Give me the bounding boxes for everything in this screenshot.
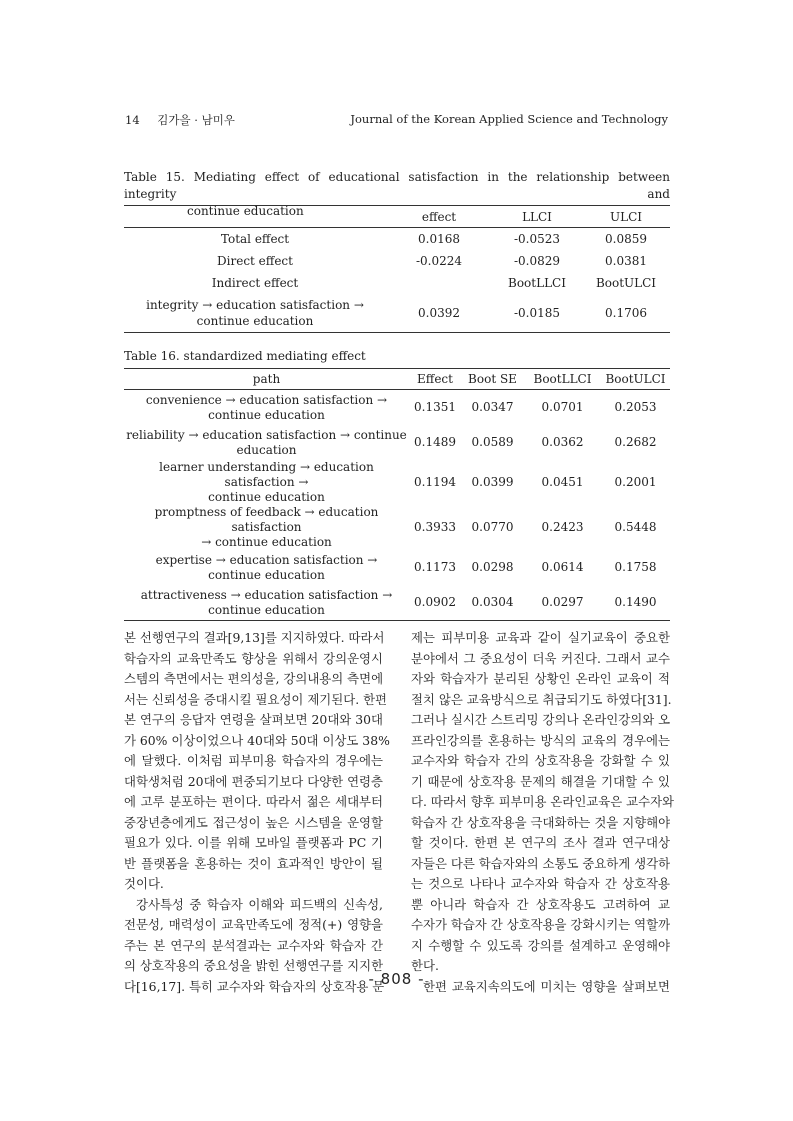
body-line: 대학생처럼 20대에 편중되기보다 다양한 연령층 [124,773,383,789]
cell-value [386,272,492,294]
body-line: 중장년층에게도 접근성이 높은 시스템을 운영할 [124,814,383,830]
row-label: Indirect effect [211,276,299,290]
path-line1: learner understanding → education satisfaction → [159,460,374,489]
body-line: 필요가 있다. 이를 위해 모바일 플랫폼과 PC 기 [124,835,383,850]
cell-value: 0.1490 [614,595,657,609]
running-header-left [125,112,249,128]
body-line: 것이다. [124,876,164,891]
path-cell [124,550,409,585]
body-line: 프라인강의를 혼용하는 방식의 교육의 경우에는 [411,732,670,748]
body-line: 지 수행할 수 있도록 강의를 설계하고 운영해야 [411,937,670,953]
cell-value: 0.5448 [614,520,657,534]
cell-value: 0.0902 [414,595,456,609]
table-row [124,585,670,621]
cell-value: 0.0362 [541,435,584,449]
table-row [124,425,670,460]
table-row [124,250,670,272]
body-line: 가 60% 이상이었으나 40대와 50대 이상도 38% [124,732,390,748]
table15-caption-line1: Table 15. Mediating effect of educational satisfaction in the relationship between integrity and [124,170,670,201]
cell-value: 0.1351 [414,400,456,414]
cell-value: 0.0399 [471,475,514,489]
table15-header-effect: effect [386,206,492,228]
body-line: 학습자의 교육만족도 향상을 위해서 강의운영시 [124,650,383,666]
table15-header-ulci: ULCI [582,206,670,228]
cell-value: -0.0523 [513,232,561,246]
header-page-number: 14 [125,113,140,127]
body-line: 한편 교육지속의도에 미치는 영향을 살펴보면 [423,978,670,994]
path-line2: continue education [208,490,325,504]
path-line1: expertise → education satisfaction → [155,552,378,567]
body-line: 기 때문에 상호작용 문제의 해결을 기대할 수 있 [411,773,670,789]
body-line: 절치 않은 교육방식으로 취급되기도 하였다[31]. [411,691,672,707]
cell-value: 0.1194 [414,475,456,489]
body-line: 그러나 실시간 스트리밍 강의나 온라인강의와 오 [411,712,671,727]
cell-value: 0.0298 [471,560,514,574]
body-line: 다[16,17]. 특히 교수자와 학습자의 상호작용 문 [124,978,385,994]
path-cell [124,585,409,621]
path-line2: continue education [208,602,325,617]
table15-header-blank [124,206,386,228]
row-label [124,294,386,333]
body-line: 전문성, 매력성이 교육만족도에 정적(+) 영향을 [124,917,383,932]
cell-value: 0.3933 [414,520,456,534]
table16 [124,368,670,621]
path-line2: continue education [208,407,325,422]
body-line: 자들은 다른 학습자와의 소통도 중요하게 생각하 [411,855,671,871]
path-line2: continue education [208,567,325,582]
body-column-right [411,628,675,997]
cell-value: 0.0859 [605,232,647,246]
cell-value: 0.2001 [614,475,657,489]
table-row [124,228,670,251]
body-line: 스템의 측면에서는 편의성을, 강의내용의 측면에 [124,671,384,686]
table15-caption-line2: continue education [187,204,304,218]
body-line: 다. 따라서 향후 피부미용 온라인교육은 교수자와 [411,794,675,809]
path-cell [124,505,409,550]
path-line1: attractiveness → education satisfaction → [140,587,393,602]
table16-header-bootulci: BootULCI [601,369,670,390]
table-row [124,294,670,333]
cell-value: 0.0304 [471,595,514,609]
row-label-line2: continue education [196,314,314,328]
table16-header-effect: Effect [409,369,461,390]
table16-header-row [124,369,670,390]
body-line: 학습자 간 상호작용을 극대화하는 것을 지향해야 [411,814,671,830]
cell-value: 0.0168 [418,232,460,246]
cell-value: BootULCI [595,276,657,290]
body-line: 에 달했다. 이처럼 피부미용 학습자의 경우에는 [124,753,383,768]
table-row [124,550,670,585]
path-cell [124,425,409,460]
path-cell [124,390,409,426]
body-line: 강사특성 중 학습자 이해와 피드백의 신속성, [136,896,383,912]
table-row [124,460,670,505]
cell-value: 0.0381 [605,254,647,268]
cell-value: 0.2682 [614,435,657,449]
table-row [124,272,670,294]
body-line: 서는 신뢰성을 증대시킬 필요성이 제기된다. 한편 [124,691,388,707]
path-line2: education [236,442,297,457]
table16-header-path: path [124,369,409,390]
body-line: 한다. [411,958,439,973]
cell-value: 0.1489 [414,435,456,449]
cell-value: 0.1173 [414,560,456,574]
cell-value: 0.2423 [541,520,584,534]
body-line: 수자가 학습자 간 상호작용을 강화시키는 역할까 [411,917,671,932]
cell-value: 0.0347 [471,400,514,414]
cell-value: 0.0614 [541,560,584,574]
table16-header-bootllci: BootLLCI [524,369,601,390]
table15-header-row [124,206,670,228]
table-row [124,505,670,550]
path-line1: reliability → education satisfaction → continue [126,427,407,442]
cell-value: -0.0224 [415,254,463,268]
row-label: Total effect [220,232,290,246]
cell-value: 0.0297 [541,595,584,609]
cell-value: 0.0701 [541,400,584,414]
body-line: 주는 본 연구의 분석결과는 교수자와 학습자 간 [124,937,383,953]
body-line: 뿐 아니라 학습자 간 상호작용도 고려하여 교 [411,896,670,912]
cell-value: 0.0770 [471,520,514,534]
body-line: 분야에서 그 중요성이 더욱 커진다. 그래서 교수 [411,650,670,666]
cell-value: BootLLCI [508,276,566,290]
page-number-footer: - 808 - [368,970,425,988]
cell-value: -0.0185 [513,306,561,320]
body-line: 제는 피부미용 교육과 같이 실기교육이 중요한 [411,630,670,645]
path-line2: → continue education [201,535,332,549]
table-row [124,390,670,426]
cell-value: 0.0451 [541,475,584,489]
cell-value: 0.0392 [418,306,460,320]
table15-header-llci: LLCI [492,206,582,228]
body-line: 에 고루 분포하는 편이다. 따라서 젊은 세대부터 [124,794,383,809]
body-line: 할 것이다. 한편 본 연구의 조사 결과 연구대상 [411,835,670,850]
table16-caption: Table 16. standardized mediating effect [124,349,366,363]
path-line1: promptness of feedback → education satisfaction [154,505,379,534]
header-authors: 김가을 · 남미우 [157,113,235,127]
table16-header-bootse: Boot SE [461,369,524,390]
header-journal-title: Journal of the Korean Applied Science and Technology [350,112,668,126]
body-line: 교수자와 학습자 간의 상호작용을 강화할 수 있 [411,753,670,768]
body-line: 본 선행연구의 결과[9,13]를 지지하였다. 따라서 [124,630,385,645]
cell-value: 0.1706 [605,306,647,320]
cell-value: -0.0829 [513,254,561,268]
body-line: 는 것으로 나타나 교수자와 학습자 간 상호작용 [411,876,670,891]
body-line: 반 플랫폼을 혼용하는 것이 효과적인 방안이 될 [124,855,383,871]
body-column-left [124,628,390,997]
body-line: 의 상호작용의 중요성을 밝힌 선행연구를 지지한 [124,958,384,973]
path-line1: convenience → education satisfaction → [145,392,388,407]
body-line: 본 연구의 응답자 연령을 살펴보면 20대와 30대 [124,712,383,727]
cell-value: 0.1758 [614,560,657,574]
cell-value: 0.0589 [471,435,514,449]
row-label-line1: integrity → education satisfaction → [146,298,364,312]
table15 [124,205,670,333]
cell-value: 0.2053 [614,400,657,414]
path-cell [124,460,409,505]
row-label: Direct effect [217,254,293,268]
body-line: 자와 학습자가 분리된 상황인 온라인 교육이 적 [411,671,670,686]
